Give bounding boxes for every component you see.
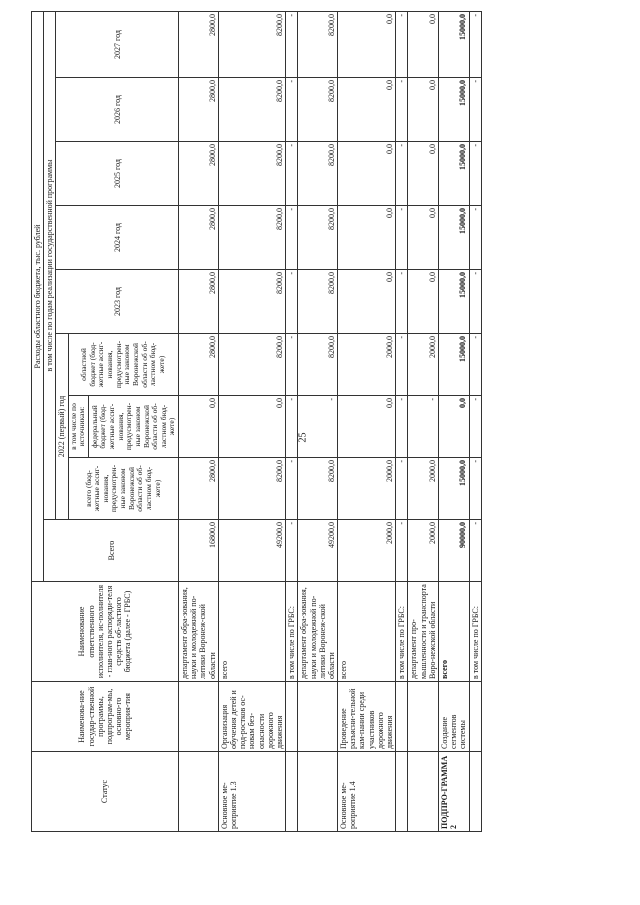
status-cell: ПОДПРО-ГРАММА 2 [438,752,469,832]
value-cell: - [286,78,298,142]
executor-cell: департамент обра-зования, науки и молодежной по-литики Воронеж-ской области [179,582,219,682]
value-cell: - [469,520,481,582]
value-cell: 8200,0 [298,78,338,142]
value-cell: 0,0 [338,396,396,458]
value-cell: - [396,458,408,520]
header-year-2023: 2023 год [56,270,179,334]
value-cell: 49200,0 [218,520,285,582]
value-cell: - [469,334,481,396]
header-sources: в том числе по источникам: [69,396,89,457]
value-cell: 16800,0 [179,520,219,582]
value-cell: 8200,0 [218,334,285,396]
value-cell: - [396,270,408,334]
status-cell [286,752,298,832]
value-cell: - [408,396,439,458]
value-cell: 0,0 [218,396,285,458]
value-cell: - [469,78,481,142]
value-cell: - [286,520,298,582]
header-total-2022: всего (бюд-жетные ассиг-нования, предусмотрен-ные законом Воронежской области об об-ластном бюд-жете) [68,458,179,520]
value-cell: 0,0 [179,396,219,458]
header-program-name: Наименова-ние государ-ственной программы, подпрограм-мы, основно-го мероприя-тия [32,682,179,752]
table-row [218,12,285,832]
table-row [179,12,219,832]
executor-cell: департамент обра-зования, науки и молодежной по-литики Воронеж-ской области [298,582,338,682]
status-cell [396,752,408,832]
value-cell: 49200,0 [298,520,338,582]
value-cell: 8200,0 [298,270,338,334]
value-cell: 2800,0 [179,142,219,206]
table-row [469,12,481,832]
executor-cell: в том числе по ГРБС: [396,582,408,682]
program-name-cell [396,682,408,752]
value-cell: 2000,0 [338,334,396,396]
program-name-cell: Проведение разъясни-тельной кам-пании среди участников дорожного движения [338,682,396,752]
header-federal-text: федеральный бюджет (бюд-жетные ассиг-нования, предусмотрен-ные законом Воронежской области об об-ластном бюд-жете) [89,402,177,451]
value-cell: 0,0 [408,12,439,78]
value-cell: - [469,206,481,270]
value-cell: - [286,334,298,396]
executor-cell: всего [438,582,469,682]
value-cell: 0,0 [338,78,396,142]
value-cell: - [396,78,408,142]
header-by-years: в том числе по годам реализации государственной программы [44,12,56,520]
value-cell: 2000,0 [338,458,396,520]
header-total: Всего [44,520,179,582]
page-number: 25 [297,432,309,443]
value-cell: 0,0 [408,78,439,142]
value-cell: 2000,0 [408,458,439,520]
header-federal [68,396,179,458]
value-cell: - [396,520,408,582]
executor-cell: в том числе по ГРБС: [469,582,481,682]
status-cell: Основное ме-роприятие 1.4 [338,752,396,832]
status-cell: Основное ме-роприятие 1.3 [218,752,285,832]
value-cell: 8200,0 [298,12,338,78]
header-year-2027: 2027 год [56,12,179,78]
value-cell: 15000,0 [438,270,469,334]
value-cell: 15000,0 [438,458,469,520]
rotated-page [31,12,621,832]
value-cell: 8200,0 [298,458,338,520]
value-cell: 0,0 [338,206,396,270]
value-cell: - [396,12,408,78]
value-cell: - [286,206,298,270]
program-name-cell: Организация обучения детей и под-ростков ос-новам без-опасности дорожного движения [218,682,285,752]
value-cell: - [396,206,408,270]
value-cell: 8200,0 [298,206,338,270]
value-cell: - [298,396,338,458]
header-status: Статус [32,752,179,832]
value-cell: 8200,0 [298,142,338,206]
status-cell [179,752,219,832]
value-cell: - [286,142,298,206]
table-row [298,12,338,832]
value-cell: 2800,0 [179,270,219,334]
value-cell: - [286,458,298,520]
value-cell: 15000,0 [438,142,469,206]
header-regional: областной бюджет (бюд-жетные ассиг-нования, предусмотрен-ные законом Воронежской области об об-ластном бюд-жете) [68,334,179,396]
program-name-cell [408,682,439,752]
header-year-2025: 2025 год [56,142,179,206]
value-cell: 8200,0 [218,270,285,334]
value-cell: 2800,0 [179,458,219,520]
value-cell: 8200,0 [218,78,285,142]
value-cell: - [396,334,408,396]
value-cell: 15000,0 [438,334,469,396]
value-cell: 2000,0 [408,334,439,396]
value-cell: 90000,0 [438,520,469,582]
value-cell: 8200,0 [298,334,338,396]
program-name-cell [469,682,481,752]
executor-cell: всего [218,582,285,682]
value-cell: 8200,0 [218,206,285,270]
value-cell: 15000,0 [438,206,469,270]
value-cell: 0,0 [338,142,396,206]
value-cell: 2800,0 [179,206,219,270]
table-row [438,12,469,832]
status-cell [469,752,481,832]
program-name-cell [286,682,298,752]
value-cell: 0,0 [338,12,396,78]
executor-cell: в том числе по ГРБС: [286,582,298,682]
table-row [338,12,396,832]
header-year-2022: 2022 (первый) год [56,334,68,520]
value-cell: 2800,0 [179,12,219,78]
value-cell: 15000,0 [438,78,469,142]
value-cell: 0,0 [338,270,396,334]
value-cell: 2800,0 [179,334,219,396]
value-cell: 8200,0 [218,142,285,206]
table-row [408,12,439,832]
header-expenses-title: Расходы областного бюджета, тыс. рублей [32,12,44,582]
table-row [286,12,298,832]
value-cell: 0,0 [438,396,469,458]
value-cell: 8200,0 [218,458,285,520]
value-cell: 0,0 [408,142,439,206]
program-name-cell: Создание сегментов системы [438,682,469,752]
value-cell: - [469,396,481,458]
header-year-2026: 2026 год [56,78,179,142]
program-name-cell [298,682,338,752]
value-cell: - [396,142,408,206]
value-cell: - [469,270,481,334]
value-cell: 2000,0 [408,520,439,582]
status-cell [408,752,439,832]
value-cell: - [469,458,481,520]
table-row [396,12,408,832]
program-name-cell [179,682,219,752]
executor-cell: всего [338,582,396,682]
value-cell: - [469,142,481,206]
header-executor: Наименование ответственного исполнителя, ис-полнителя - глав-ного распоряди-теля средств об-ластного бюджета (далее - ГРБС) [32,582,179,682]
executor-cell: департамент про-мышленности и транспорта Воро-нежской области [408,582,439,682]
value-cell: 2000,0 [338,520,396,582]
budget-table [31,11,482,832]
value-cell: 2800,0 [179,78,219,142]
value-cell: 15000,0 [438,12,469,78]
value-cell: - [286,12,298,78]
value-cell: - [396,396,408,458]
value-cell: - [286,270,298,334]
value-cell: 8200,0 [218,12,285,78]
value-cell: 0,0 [408,206,439,270]
header-year-2024: 2024 год [56,206,179,270]
status-cell [298,752,338,832]
value-cell: 0,0 [408,270,439,334]
value-cell: - [469,12,481,78]
value-cell: - [286,396,298,458]
